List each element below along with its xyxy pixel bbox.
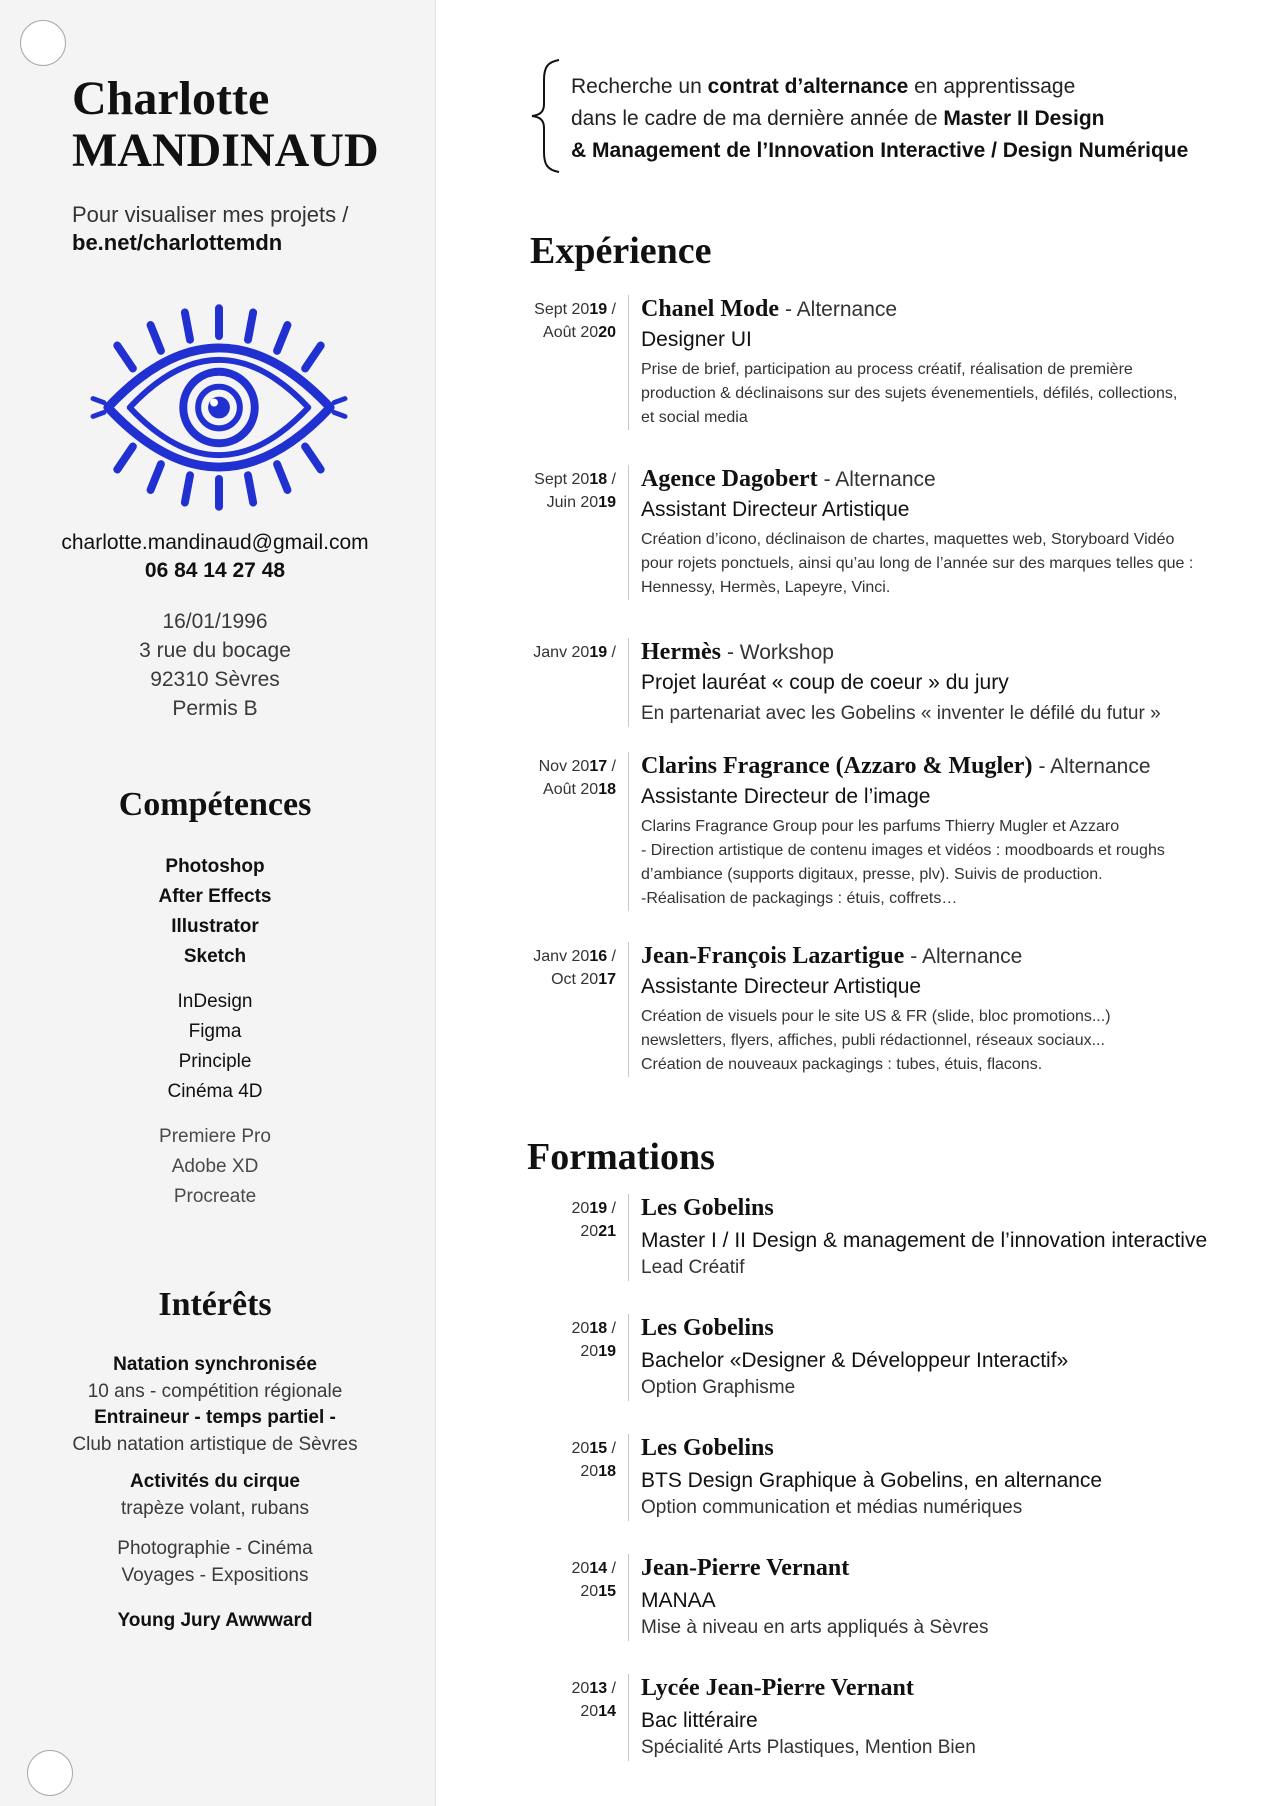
education-entry (505, 1674, 1265, 1761)
contract-type: - Alternance (910, 945, 1023, 968)
candidate-name (72, 73, 379, 177)
experience-entry (505, 465, 1265, 600)
date-separator: / (607, 1680, 616, 1697)
statement-text: Recherche un (571, 75, 708, 98)
job-title: Assistant Directeur Artistique (641, 498, 910, 521)
date-year: 19 (589, 1200, 608, 1217)
company-name: Chanel Mode (641, 296, 779, 322)
skill-item: InDesign (177, 991, 253, 1012)
date-line (505, 1580, 616, 1603)
date-year: 19 (589, 644, 608, 661)
date-year: 18 (598, 781, 616, 798)
date-separator: / (607, 1320, 616, 1337)
job-search-statement (571, 71, 1188, 167)
date-line (505, 1677, 616, 1700)
date-year: 18 (598, 1463, 616, 1480)
date-prefix: Sept 20 (534, 471, 590, 488)
portfolio-link[interactable]: be.net/charlottemdn (72, 230, 283, 255)
skill-item: Figma (188, 1021, 242, 1042)
brace-icon (528, 58, 564, 174)
experience-entry (505, 752, 1265, 911)
description-line: Création d’icono, déclinaison de chartes, maquettes web, Storyboard Vidéo (641, 531, 1175, 548)
skill-item: After Effects (158, 886, 272, 907)
statement-line (571, 71, 1188, 103)
interest-title: Entraineur - temps partiel - (94, 1407, 336, 1428)
statement-highlight: contrat d’alternance (707, 75, 909, 98)
date-prefix: 20 (571, 1440, 590, 1457)
entry-body (628, 465, 1265, 600)
entry-body (628, 1314, 1265, 1401)
date-line (505, 1700, 616, 1723)
entry-dates (505, 1317, 616, 1363)
statement-line (571, 103, 1188, 135)
entry-body (628, 1194, 1265, 1281)
interest-group-circus (0, 1469, 430, 1522)
entry-title (641, 1674, 1265, 1702)
school-name: Jean-Pierre Vernant (641, 1555, 850, 1581)
date-separator: / (607, 471, 616, 488)
date-line (505, 1460, 616, 1483)
phone-number: 06 84 14 27 48 (144, 559, 286, 582)
date-separator: / (607, 1440, 616, 1457)
interest-detail: 10 ans - compétition régionale (87, 1380, 343, 1402)
company-name: Agence Dagobert (641, 466, 818, 492)
skills-primary (0, 852, 430, 972)
entry-dates (505, 945, 616, 991)
entry-body (628, 1434, 1265, 1521)
interest-detail: Voyages - Expositions (121, 1564, 309, 1586)
skill-item: Adobe XD (171, 1156, 259, 1177)
date-year: 17 (598, 971, 616, 988)
experience-entry (505, 942, 1265, 1077)
interest-detail: Club natation artistique de Sèvres (72, 1433, 358, 1455)
description-line: -Réalisation de packagings : étuis, coffrets… (641, 890, 958, 907)
interest-detail: trapèze volant, rubans (120, 1497, 309, 1519)
binder-hole-bottom (27, 1750, 73, 1796)
education-entry (505, 1314, 1265, 1401)
date-prefix: 20 (580, 1463, 599, 1480)
date-year: 19 (589, 301, 608, 318)
skills-tertiary (0, 1122, 430, 1212)
date-year: 15 (589, 1440, 608, 1457)
date-separator: / (607, 1200, 616, 1217)
entry-title (641, 1314, 1265, 1342)
date-line (505, 1557, 616, 1580)
date-separator: / (607, 758, 616, 775)
school-name: Les Gobelins (641, 1315, 774, 1341)
description-line: d’ambiance (supports digitaux, presse, plv). Suivis de production. (641, 866, 1103, 883)
interest-group-jury (0, 1608, 430, 1635)
portfolio-block (72, 201, 348, 257)
date-prefix: 20 (571, 1320, 590, 1337)
date-year: 18 (589, 1320, 608, 1337)
date-year: 19 (598, 494, 616, 511)
date-separator: / (607, 1560, 616, 1577)
description-line: newsletters, flyers, affiches, publi rédactionnel, réseaux sociaux... (641, 1032, 1105, 1049)
entry-dates (505, 468, 616, 514)
education-entry (505, 1194, 1265, 1281)
entry-dates (505, 755, 616, 801)
last-name: MANDINAUD (72, 124, 379, 177)
birthdate: 16/01/1996 (162, 610, 268, 633)
date-line (505, 298, 616, 321)
description-line: Création de nouveaux packagings : tubes, étuis, flacons. (641, 1056, 1043, 1073)
experience-entry (505, 295, 1265, 430)
description-line: - Direction artistique de contenu images et vidéos : moodboards et roughs (641, 842, 1165, 859)
statement-highlight: & Management de l’Innovation Interactive / Design Numérique (571, 139, 1189, 162)
degree-name: MANAA (641, 1589, 716, 1612)
statement-highlight: Master II Design (943, 107, 1105, 130)
entry-body (628, 752, 1265, 911)
description-line: production & déclinaisons sur des sujets évenementiels, défilés, collections, (641, 385, 1178, 402)
date-prefix: Nov 20 (538, 758, 590, 775)
entry-title (641, 752, 1265, 781)
entry-body (628, 1674, 1265, 1761)
skill-item: Cinéma 4D (167, 1081, 263, 1102)
entry-title (641, 1194, 1265, 1222)
entry-dates (505, 1197, 616, 1243)
eye-icon (90, 296, 348, 520)
date-year: 19 (598, 1343, 616, 1360)
date-prefix: Janv 20 (533, 948, 590, 965)
degree-detail: Option communication et médias numériques (641, 1497, 1023, 1518)
date-line (505, 468, 616, 491)
interest-title: Natation synchronisée (113, 1354, 317, 1375)
address-street: 3 rue du bocage (139, 639, 291, 662)
entry-description (641, 701, 1265, 727)
date-year: 17 (589, 758, 608, 775)
skill-item: Photoshop (165, 856, 265, 877)
date-year: 20 (598, 324, 616, 341)
date-line (505, 968, 616, 991)
date-separator: / (607, 301, 616, 318)
date-year: 21 (598, 1223, 616, 1240)
date-year: 18 (589, 471, 608, 488)
date-prefix: 20 (571, 1560, 590, 1577)
entry-body (628, 295, 1265, 430)
entry-dates (505, 298, 616, 344)
interest-group-sport (0, 1352, 430, 1458)
entry-dates (505, 641, 616, 664)
interest-group-culture (0, 1536, 430, 1589)
binder-hole-top (20, 20, 66, 66)
contract-type: - Alternance (823, 468, 936, 491)
statement-text: en apprentissage (908, 75, 1076, 98)
school-name: Les Gobelins (641, 1195, 774, 1221)
driving-license: Permis B (172, 697, 258, 720)
experience-entry (505, 638, 1265, 727)
entry-description (641, 815, 1265, 911)
entry-body (628, 942, 1265, 1077)
skills-secondary (0, 987, 430, 1107)
entry-description (641, 358, 1265, 430)
company-name: Clarins Fragrance (Azzaro & Mugler) (641, 753, 1033, 779)
personal-info (0, 607, 430, 723)
entry-body (628, 1554, 1265, 1641)
education-entry (505, 1434, 1265, 1521)
degree-name: BTS Design Graphique à Gobelins, en alternance (641, 1469, 1103, 1492)
description-line: Prise de brief, participation au process créatif, réalisation de première (641, 361, 1133, 378)
entry-title (641, 1434, 1265, 1462)
date-prefix: Août 20 (543, 781, 599, 798)
date-prefix: Août 20 (543, 324, 599, 341)
description-line: Clarins Fragrance Group pour les parfums Thierry Mugler et Azzaro (641, 818, 1120, 835)
degree-name: Bac littéraire (641, 1709, 758, 1732)
degree-detail: Lead Créatif (641, 1257, 745, 1278)
interest-detail: Photographie - Cinéma (117, 1538, 313, 1559)
date-prefix: 20 (580, 1343, 599, 1360)
company-name: Jean-François Lazartigue (641, 943, 905, 969)
entry-title (641, 638, 1265, 667)
date-year: 13 (589, 1680, 608, 1697)
contract-type: - Alternance (1038, 755, 1151, 778)
education-heading: Formations (527, 1136, 715, 1178)
first-name: Charlotte (72, 72, 270, 125)
interest-title: Activités du cirque (130, 1471, 300, 1492)
date-separator: / (607, 644, 616, 661)
job-title: Assistante Directeur Artistique (641, 975, 922, 998)
date-prefix: Juin 20 (546, 494, 599, 511)
job-title: Projet lauréat « coup de coeur » du jury (641, 671, 1009, 694)
school-name: Les Gobelins (641, 1435, 774, 1461)
entry-description (641, 528, 1265, 600)
skill-item: Principle (178, 1051, 252, 1072)
degree-detail: Spécialité Arts Plastiques, Mention Bien (641, 1737, 976, 1758)
entry-dates (505, 1677, 616, 1723)
statement-line (571, 135, 1188, 167)
date-prefix: Janv 20 (533, 644, 590, 661)
skills-heading: Compétences (118, 786, 312, 823)
date-year: 15 (598, 1583, 616, 1600)
entry-title (641, 942, 1265, 971)
date-prefix: Oct 20 (551, 971, 599, 988)
degree-name: Bachelor «Designer & Développeur Interactif» (641, 1349, 1069, 1372)
entry-title (641, 295, 1265, 324)
degree-detail: Mise à niveau en arts appliqués à Sèvres (641, 1617, 989, 1638)
date-prefix: 20 (580, 1703, 599, 1720)
skill-item: Procreate (173, 1186, 257, 1207)
date-line (505, 1220, 616, 1243)
date-line (505, 945, 616, 968)
date-line (505, 1437, 616, 1460)
description-line: et social media (641, 409, 748, 426)
date-line (505, 1317, 616, 1340)
date-line (505, 755, 616, 778)
sidebar (0, 0, 436, 1806)
entry-description (641, 1005, 1265, 1077)
description-line: pour rojets ponctuels, ainsi qu’au long de l’année sur des marques telles que : (641, 555, 1194, 572)
job-title: Designer UI (641, 328, 752, 351)
date-line (505, 491, 616, 514)
date-prefix: 20 (580, 1583, 599, 1600)
statement-text: dans le cadre de ma dernière année de (571, 107, 944, 130)
date-prefix: 20 (571, 1680, 590, 1697)
date-prefix: 20 (571, 1200, 590, 1217)
date-line (505, 641, 616, 664)
date-separator: / (607, 948, 616, 965)
date-line (505, 321, 616, 344)
skill-item: Sketch (183, 946, 247, 967)
address-city: 92310 Sèvres (150, 668, 280, 691)
skill-item: Illustrator (171, 916, 259, 937)
entry-title (641, 1554, 1265, 1582)
degree-name: Master I / II Design & management de l’innovation interactive (641, 1229, 1208, 1252)
company-name: Hermès (641, 639, 721, 665)
date-year: 14 (589, 1560, 608, 1577)
description-line: Hennessy, Hermès, Lapeyre, Vinci. (641, 579, 891, 596)
school-name: Lycée Jean-Pierre Vernant (641, 1675, 914, 1701)
interests-heading: Intérêts (158, 1286, 272, 1323)
email-link[interactable]: charlotte.mandinaud@gmail.com (61, 531, 369, 554)
date-line (505, 1340, 616, 1363)
entry-body (628, 638, 1265, 727)
portfolio-label: Pour visualiser mes projets / (72, 202, 349, 227)
contract-type: - Workshop (726, 641, 834, 664)
entry-dates (505, 1557, 616, 1603)
date-line (505, 778, 616, 801)
experience-heading: Expérience (530, 230, 712, 272)
entry-title (641, 465, 1265, 494)
date-year: 14 (598, 1703, 616, 1720)
entry-dates (505, 1437, 616, 1483)
description-line: En partenariat avec les Gobelins « inventer le défilé du futur » (641, 703, 1161, 724)
date-prefix: 20 (580, 1223, 599, 1240)
degree-detail: Option Graphisme (641, 1377, 796, 1398)
job-title: Assistante Directeur de l’image (641, 785, 931, 808)
skill-item: Premiere Pro (159, 1126, 271, 1147)
description-line: Création de visuels pour le site US & FR (slide, bloc promotions...) (641, 1008, 1111, 1025)
contract-type: - Alternance (785, 298, 898, 321)
date-line (505, 1197, 616, 1220)
education-entry (505, 1554, 1265, 1641)
date-year: 16 (589, 948, 608, 965)
date-prefix: Sept 20 (534, 301, 590, 318)
interest-title: Young Jury Awwward (117, 1610, 313, 1631)
